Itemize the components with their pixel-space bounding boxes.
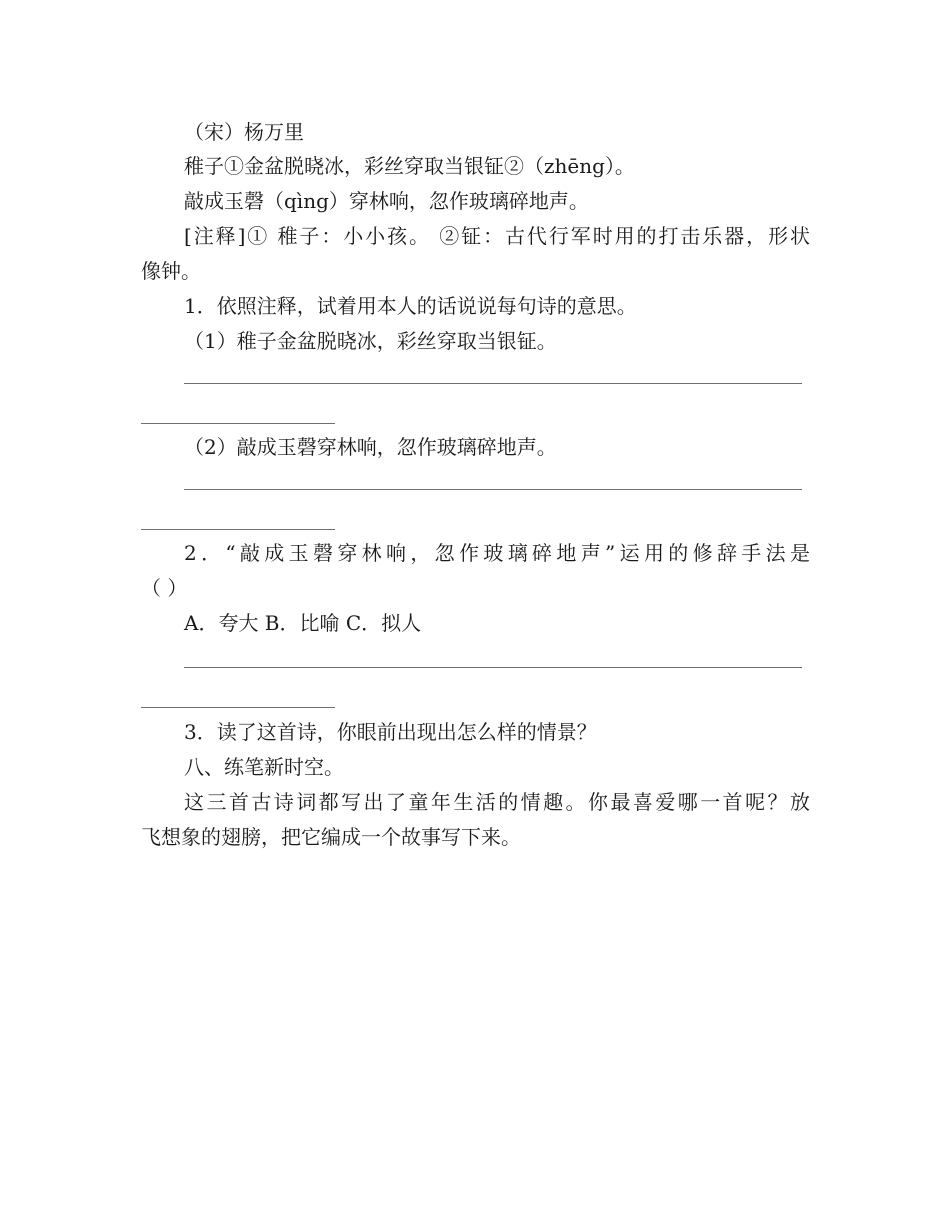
question-1-sub-2: （2）敲成玉磬穿林响，忽作玻璃碎地声。 [184,435,557,459]
section-body-line-1: 这三首古诗词都写出了童年生活的情趣。你最喜爱哪一首呢？放 [184,790,810,814]
annotation-line-1: [注释]① 稚子：小小孩。 ②钲：古代行军时用的打击乐器，形状 [184,224,810,248]
section-title: 八、练笔新时空。 [184,755,344,779]
answer-line [184,667,802,668]
question-2-prompt-line-2: （ ） [141,576,188,600]
answer-line [141,529,335,530]
question-3-prompt: 3．读了这首诗，你眼前出现出怎么样的情景？ [184,720,597,744]
answer-line [184,489,802,490]
poem-line-1: 稚子①金盆脱晓冰，彩丝穿取当银钲②（zhēng）。 [184,154,635,178]
answer-line [141,707,335,708]
question-1-sub-1: （1）稚子金盆脱晓冰，彩丝穿取当银钲。 [184,329,557,353]
annotation-line-2: 像钟。 [141,259,201,283]
question-2-options: A．夸大 B．比喻 C．拟人 [184,611,422,635]
answer-line [141,423,335,424]
poem-author: （宋）杨万里 [184,120,304,144]
answer-line [184,383,802,384]
question-1-prompt: 1．依照注释，试着用本人的话说说每句诗的意思。 [184,294,637,318]
section-body-line-2: 飞想象的翅膀，把它编成一个故事写下来。 [141,825,521,849]
question-2-prompt-line-1: 2．“敲成玉磬穿林响，忽作玻璃碎地声”运用的修辞手法是 [184,541,810,565]
poem-line-2: 敲成玉磬（qìng）穿林响，忽作玻璃碎地声。 [184,189,589,213]
